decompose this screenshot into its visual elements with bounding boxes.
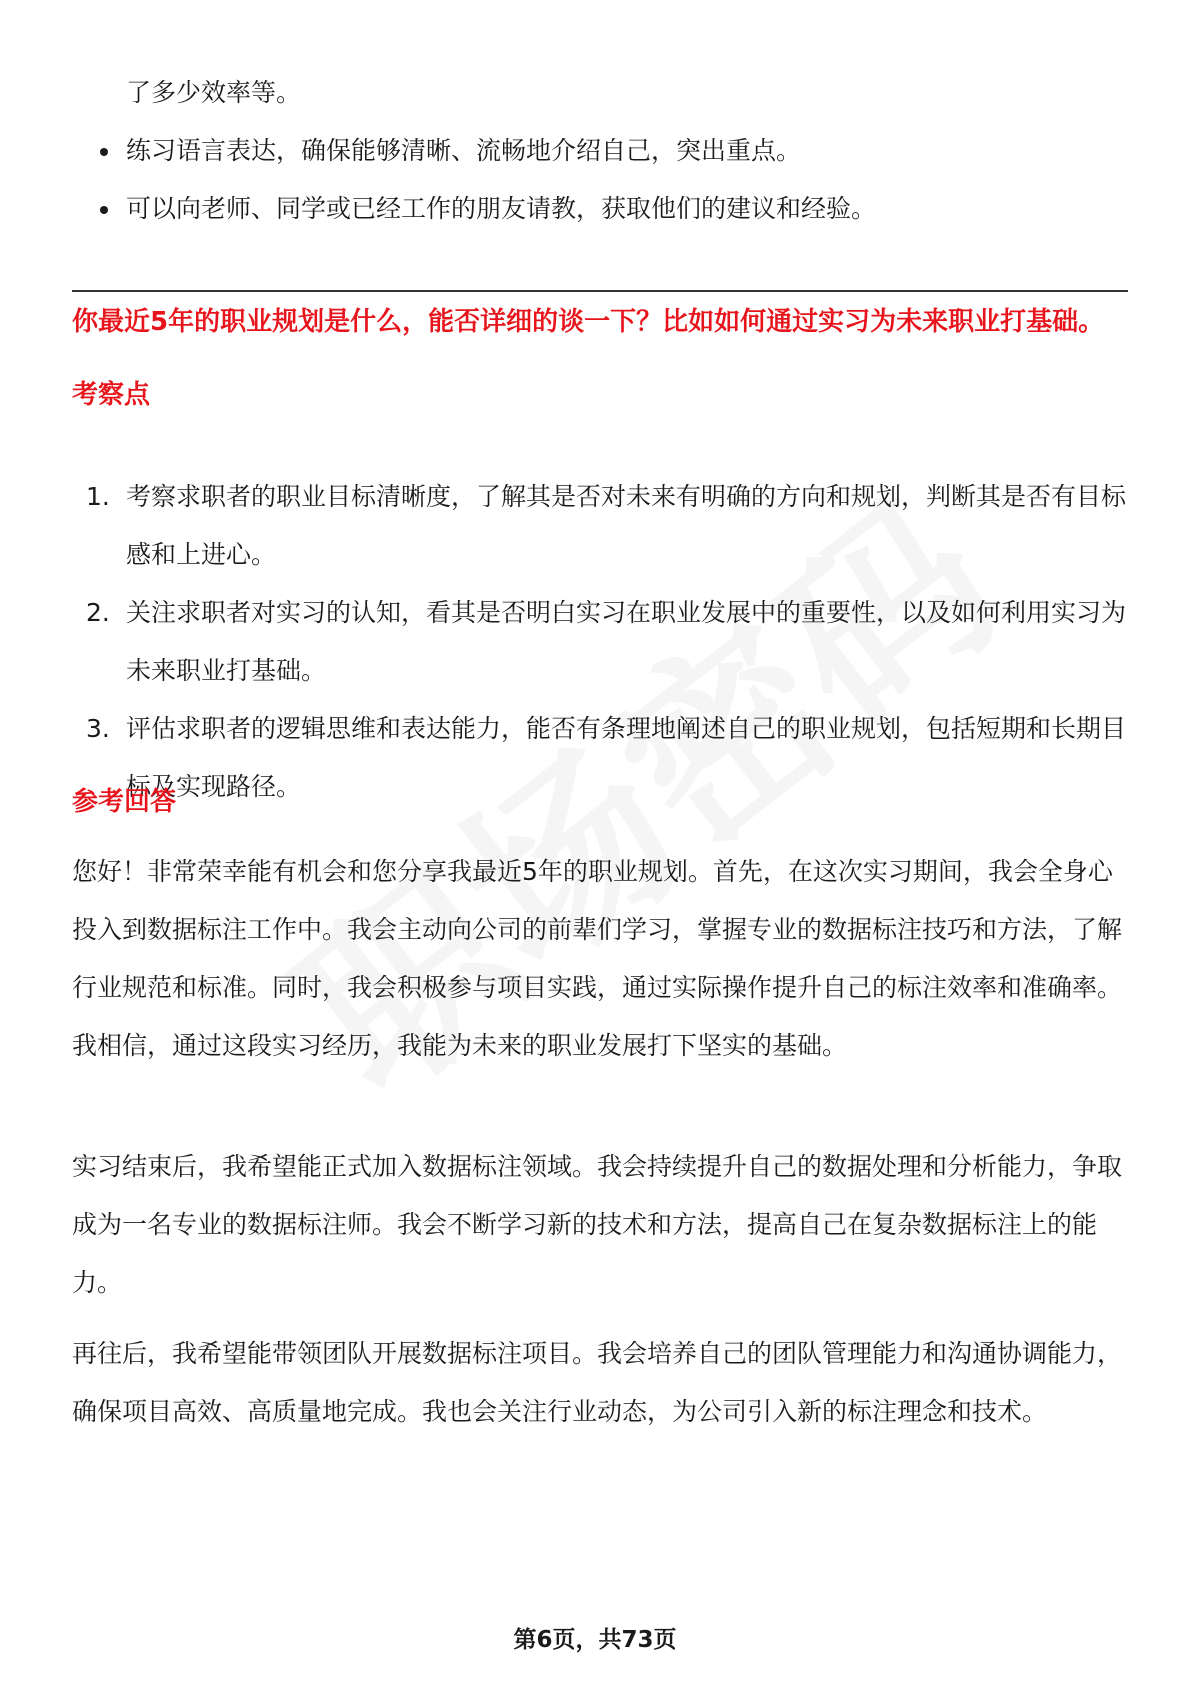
list-item	[72, 468, 1132, 584]
bullet-dot-icon	[100, 148, 108, 156]
list-item-text: 可以向老师、同学或已经工作的朋友请教，获取他们的建议和经验。	[126, 194, 877, 223]
list-item	[72, 584, 1132, 700]
answer-paragraph: 实习结束后，我希望能正式加入数据标注领域。我会持续提升自己的数据处理和分析能力，争取成为一名专业的数据标注师。我会不断学习新的技术和方法，提高自己在复杂数据标注上的能力。	[72, 1152, 1123, 1297]
list-item	[72, 122, 1132, 180]
list-number: 3.	[86, 714, 110, 743]
question-title: 你最近5年的职业规划是什么，能否详细的谈一下？比如如何通过实习为未来职业打基础。	[72, 307, 1105, 337]
list-item	[72, 180, 1132, 238]
list-item	[72, 700, 1132, 816]
answer-heading: 参考回答	[72, 787, 177, 817]
assessment-heading: 考察点	[72, 380, 151, 410]
answer-paragraph: 您好！非常荣幸能有机会和您分享我最近5年的职业规划。首先，在这次实习期间，我会全身心投入到数据标注工作中。我会主动向公司的前辈们学习，掌握专业的数据标注技巧和方法，了解行业规范和标准。同时，我会积极参与项目实践，通过实际操作提升自己的标注效率和准确率。我相信，通过这段实习经历，我能为未来的职业发展打下坚实的基础。	[72, 857, 1123, 1060]
section-divider	[72, 290, 1128, 292]
bullet-continuation: 了多少效率等。	[126, 78, 302, 107]
list-number: 1.	[86, 482, 110, 511]
list-number: 2.	[86, 598, 110, 627]
list-item-text: 考察求职者的职业目标清晰度，了解其是否对未来有明确的方向和规划，判断其是否有目标感和上进心。	[126, 482, 1127, 569]
list-item-text: 练习语言表达，确保能够清晰、流畅地介绍自己，突出重点。	[126, 136, 802, 165]
assessment-list	[72, 468, 1132, 816]
list-item-text: 评估求职者的逻辑思维和表达能力，能否有条理地阐述自己的职业规划，包括短期和长期目标及实现路径。	[126, 714, 1127, 801]
bullet-dot-icon	[100, 206, 108, 214]
answer-paragraph: 再往后，我希望能带领团队开展数据标注项目。我会培养自己的团队管理能力和沟通协调能力，确保项目高效、高质量地完成。我也会关注行业动态，为公司引入新的标注理念和技术。	[72, 1339, 1123, 1426]
list-item-text: 关注求职者对实习的认知，看其是否明白实习在职业发展中的重要性，以及如何利用实习为未来职业打基础。	[126, 598, 1127, 685]
page-number: 第6页，共73页	[513, 1627, 677, 1653]
tips-list	[72, 122, 1132, 238]
